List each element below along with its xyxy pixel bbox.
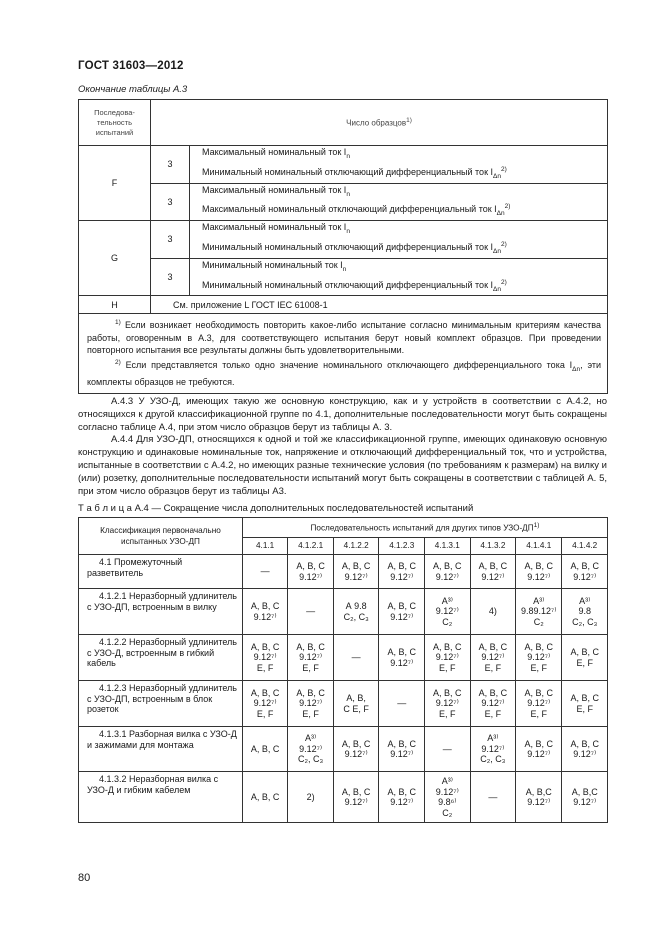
cell-line: А³⁾: [533, 595, 545, 606]
cell-line: А, В, С: [478, 561, 508, 571]
cell-line: А, В, С: [250, 641, 280, 652]
classification-header: Классификация первоначально испытанных УЗО-ДП: [79, 518, 243, 555]
sequence-group-header: Последовательность испытаний для других типов УЗО-ДП$^{1)}$: [242, 518, 607, 538]
cell-line: 9.12⁷⁾: [299, 743, 323, 754]
table-cell: [379, 681, 425, 727]
cell-line: А, В, С: [478, 641, 508, 652]
cell-line: А³⁾: [305, 733, 317, 744]
table-cell: [288, 589, 334, 635]
cell-line: 9.12⁷⁾: [390, 657, 414, 668]
column-header: 4.1.3.1: [425, 538, 471, 555]
table-cell: [425, 727, 471, 772]
table-cell: [333, 681, 379, 727]
cell-line: 9.12⁷⁾: [481, 698, 505, 709]
cell-line: 9.12⁷⁾: [390, 749, 414, 759]
cell-line: 9.12⁷⁾: [344, 797, 368, 807]
column-header: 4.1.4.1: [516, 538, 562, 555]
table-cell: [288, 555, 334, 589]
cell-line: Е, F: [439, 662, 456, 673]
row-label: 4.1 Промежуточный разветвитель: [79, 555, 243, 589]
cell-line: 9.12⁷⁾: [390, 571, 414, 582]
cell-line: А, В, С: [433, 641, 462, 652]
table-cell: [288, 727, 334, 772]
cell-line: А, В, С: [341, 738, 371, 749]
cell-line: 9.12⁷⁾: [435, 786, 459, 797]
table-cell: [242, 635, 287, 681]
cell-line: Е, F: [576, 703, 593, 714]
table-cell: [516, 555, 562, 589]
cell-line: Е, F: [302, 662, 319, 673]
cell-line: С₂: [442, 807, 453, 818]
cell-line: Е, F: [484, 662, 502, 673]
cell-line: 9.12⁷⁾: [481, 743, 505, 754]
samples-header: Число образцов$^{1)}$: [151, 100, 608, 146]
cell-line: 9.89.12⁷⁾: [521, 606, 557, 617]
cell-line: Е, F: [576, 657, 593, 668]
cell-line: 9.12⁷⁾: [573, 797, 597, 807]
cell-line: 9.12⁷⁾: [344, 571, 368, 582]
table-cell: [470, 772, 516, 823]
cell-line: Е, F: [439, 708, 456, 719]
cell-line: 4): [488, 606, 497, 617]
current-desc: Минимальный номинальный ток $I_n$ Минимальный номинальный отключающий дифференциальный ток $I_{\Delta n}^{2)}$: [190, 258, 608, 296]
table-cell: [379, 727, 425, 772]
column-header: 4.1.3.2: [470, 538, 516, 555]
table-a4-caption: Т а б л и ц а А.4 — Сокращение числа дополнительных последовательностей испытаний: [78, 503, 474, 514]
cell-line: 9.12⁷⁾: [527, 571, 551, 582]
cell-line: Е, F: [302, 708, 319, 719]
cell-line: А, В, С: [250, 791, 280, 802]
cell-line: А, В,: [346, 693, 366, 703]
cell-line: А, В, С: [250, 687, 280, 698]
table-cell: [333, 727, 379, 772]
cell-line: Е, F: [256, 708, 274, 719]
table-row: [79, 681, 608, 727]
table-cell: [470, 727, 516, 772]
table-cell: [425, 555, 471, 589]
column-header: 4.1.4.2: [562, 538, 608, 555]
table-cell: [562, 727, 608, 772]
cell-line: 9.12⁷⁾: [527, 749, 551, 759]
cell-line: А 9.8: [345, 601, 367, 611]
cell-line: 9.12⁷⁾: [435, 652, 459, 663]
cell-line: Е, F: [256, 662, 274, 673]
table-cell: [425, 589, 471, 635]
cell-line: А, В, С: [524, 687, 554, 698]
table-a3: [78, 99, 608, 394]
h-row-text: См. приложение L ГОСТ IEC 61008-1: [151, 296, 608, 314]
table-cell: [333, 589, 379, 635]
group-f: F: [79, 146, 151, 221]
table-cell: [242, 555, 287, 589]
cell-line: А, В, С: [296, 687, 325, 698]
count-cell: 3: [151, 183, 190, 221]
paragraph-a44: А.4.4 Для УЗО-ДП, относящихся к одной и той же классификационной группе, имеющих одинаковую основную конструкцию и одинаковые номинальные ток, напряжение и отключающий дифференциальный ток, что и устройства, испытанные в соответствии с А.4.2, но имеющих разные технические условия (по требованиям к размерам) на вилку и (или) розетку, дополнительные последовательности испытаний могут быть сокращены в соответствии с таблицей А. 5, при этом число образцов берут из таблицы А3.: [78, 434, 607, 497]
table-cell: [288, 635, 334, 681]
cell-line: 9.12⁷⁾: [435, 606, 459, 617]
table-cell: [516, 635, 562, 681]
cell-line: 9.12⁷⁾: [527, 698, 551, 709]
table-cell: [242, 727, 287, 772]
table-cell: [516, 589, 562, 635]
table-cell: [333, 635, 379, 681]
cell-line: —: [488, 791, 498, 802]
cell-line: А, В, С: [570, 561, 599, 571]
row-label: 4.1.2.1 Неразборный удлинитель с УЗО-ДП, встроенным в вилку: [79, 589, 243, 635]
cell-line: С₂: [533, 616, 544, 627]
table-a4: [78, 517, 608, 823]
table-cell: [242, 589, 287, 635]
cell-line: А, В, С: [570, 693, 599, 703]
body-paragraphs: [78, 396, 607, 498]
cell-line: А, В, С: [250, 601, 280, 611]
table-a3-caption: Окончание таблицы А.3: [78, 84, 188, 95]
table-cell: [470, 555, 516, 589]
row-label: 4.1.2.2 Неразборный удлинитель с УЗО-Д, встроенным в гибкий кабель: [79, 635, 243, 681]
current-desc: Максимальный номинальный ток $I_n$ Минимальный номинальный отключающий дифференциальный ток $I_{\Delta n}^{2)}$: [190, 146, 608, 184]
cell-line: —: [260, 566, 270, 577]
cell-line: А, В,С: [525, 786, 552, 797]
table-cell: [470, 681, 516, 727]
cell-line: 9.12⁷⁾: [253, 611, 277, 622]
table-cell: [288, 681, 334, 727]
cell-line: С₂: [442, 616, 453, 627]
cell-line: 2): [306, 791, 315, 802]
table-cell: [562, 635, 608, 681]
cell-line: 9.12⁷⁾: [435, 698, 459, 709]
cell-line: 9.12⁷⁾: [390, 797, 414, 807]
cell-line: —: [351, 652, 361, 663]
table-cell: [562, 681, 608, 727]
cell-line: —: [397, 698, 407, 709]
cell-line: 9.12⁷⁾: [253, 652, 277, 663]
table-cell: [516, 772, 562, 823]
cell-line: А, В, С: [387, 601, 416, 611]
cell-line: А, В, С: [570, 738, 599, 749]
cell-line: А, В, С: [433, 561, 462, 571]
table-row: [79, 727, 608, 772]
table-cell: [425, 772, 471, 823]
current-desc: Максимальный номинальный ток $I_n$ Максимальный номинальный отключающий дифференциальный ток $I_{\Delta n}^{2)}$: [190, 183, 608, 221]
cell-line: 9.12⁷⁾: [573, 571, 597, 582]
cell-line: А, В, С: [341, 561, 371, 571]
cell-line: С₂, С₃: [572, 616, 598, 627]
group-h: H: [79, 296, 151, 314]
cell-line: —: [306, 606, 316, 617]
cell-line: 9.12⁷⁾: [253, 698, 277, 709]
sequence-header: Последова- тельность испытаний: [79, 100, 151, 146]
current-desc: Максимальный номинальный ток $I_n$ Минимальный номинальный отключающий дифференциальный ток $I_{\Delta n}^{2)}$: [190, 221, 608, 259]
cell-line: А, В, С: [524, 561, 554, 571]
cell-line: 9.8: [578, 606, 591, 617]
table-cell: [379, 772, 425, 823]
cell-line: А, В, С: [387, 738, 416, 749]
table-cell: [242, 772, 287, 823]
cell-line: А, В, С: [250, 743, 280, 754]
count-cell: 3: [151, 146, 190, 184]
cell-line: С Е, F: [343, 703, 369, 714]
cell-line: 9.12⁷⁾: [573, 749, 597, 759]
table-cell: [425, 681, 471, 727]
page-number: 80: [78, 872, 91, 884]
cell-line: 9.12⁷⁾: [527, 652, 551, 663]
cell-line: А, В, С: [387, 786, 416, 797]
cell-line: 9.12⁷⁾: [299, 571, 323, 582]
table-cell: [470, 589, 516, 635]
table-cell: [516, 727, 562, 772]
table-cell: [516, 681, 562, 727]
table-row: [79, 635, 608, 681]
cell-line: А, В, С: [296, 641, 325, 652]
row-label: 4.1.2.3 Неразборный удлинитель с УЗО-ДП, встроенным в блок розеток: [79, 681, 243, 727]
cell-line: А³⁾: [579, 595, 591, 606]
note-1: $^{1)}$ Если возникает необходимость повторить какое-либо испытание согласно минимальным критериям качества работы, оговоренным в А.3, для соответствующего испытания берут новый комплект образцов. При проведении повторного испытания все результаты должны быть удовлетворительными.: [87, 319, 601, 356]
cell-line: 9.12⁷⁾: [527, 797, 551, 807]
table-row: [79, 772, 608, 823]
count-cell: 3: [151, 221, 190, 259]
table-cell: [333, 772, 379, 823]
cell-line: —: [442, 743, 452, 754]
cell-line: 9.12⁷⁾: [299, 652, 323, 663]
column-header: 4.1.1: [242, 538, 287, 555]
table-cell: [242, 681, 287, 727]
table-cell: [379, 635, 425, 681]
table-a3-notes: [79, 314, 608, 393]
column-header: 4.1.2.1: [288, 538, 334, 555]
cell-line: А, В, С: [296, 561, 325, 571]
cell-line: 9.8⁶⁾: [438, 797, 457, 807]
cell-line: А, В, С: [478, 687, 508, 698]
cell-line: А, В, С: [387, 561, 416, 571]
table-cell: [470, 635, 516, 681]
group-g: G: [79, 221, 151, 296]
cell-line: А³⁾: [441, 776, 453, 786]
table-cell: [562, 555, 608, 589]
column-header: 4.1.2.2: [333, 538, 379, 555]
table-cell: [288, 772, 334, 823]
cell-line: А, В, С: [524, 641, 554, 652]
cell-line: 9.12⁷⁾: [390, 611, 414, 622]
cell-line: С₂, С₃: [343, 611, 369, 622]
table-cell: [425, 635, 471, 681]
cell-line: Е, F: [484, 708, 502, 719]
cell-line: А³⁾: [487, 733, 499, 744]
cell-line: 9.12⁷⁾: [481, 652, 505, 663]
count-cell: 3: [151, 258, 190, 296]
table-cell: [333, 555, 379, 589]
standard-header: ГОСТ 31603—2012: [78, 60, 184, 72]
cell-line: А, В, С: [524, 738, 554, 749]
cell-line: А, В, С: [341, 786, 371, 797]
table-cell: [562, 772, 608, 823]
cell-line: А³⁾: [441, 595, 453, 606]
cell-line: А, В,С: [571, 786, 598, 797]
row-label: 4.1.3.2 Неразборная вилка с УЗО-Д и гибким кабелем: [79, 772, 243, 823]
cell-line: Е, F: [530, 662, 548, 673]
paragraph-a43: А.4.3 У УЗО-Д, имеющих такую же основную конструкцию, как и у устройств в соответствии с А.4.2, но относящихся к другой классификационной группе по 4.1, дополнительные последовательности могут быть сокращены согласно таблице А.4, при этом число образцов берут из таблицы А. 3.: [78, 396, 607, 433]
cell-line: 9.12⁷⁾: [299, 698, 323, 709]
cell-line: 9.12⁷⁾: [435, 571, 459, 582]
cell-line: А, В, С: [387, 647, 416, 657]
cell-line: С₂, С₃: [298, 754, 324, 765]
table-cell: [379, 589, 425, 635]
note-2: $^{2)}$ Если представляется только одно значение номинального отключающего дифференциального тока $I_{\Delta n}$, эти комплекты образцов не требуются.: [87, 358, 602, 388]
cell-line: 9.12⁷⁾: [481, 571, 505, 582]
cell-line: А, В, С: [570, 647, 599, 657]
cell-line: С₂, С₃: [480, 754, 506, 765]
table-cell: [379, 555, 425, 589]
table-row: [79, 589, 608, 635]
table-cell: [562, 589, 608, 635]
row-label: 4.1.3.1 Разборная вилка с УЗО-Д и зажимами для монтажа: [79, 727, 243, 772]
cell-line: 9.12⁷⁾: [344, 749, 368, 759]
table-row: [79, 555, 608, 589]
cell-line: Е, F: [530, 708, 548, 719]
cell-line: А, В, С: [433, 687, 462, 698]
column-header: 4.1.2.3: [379, 538, 425, 555]
